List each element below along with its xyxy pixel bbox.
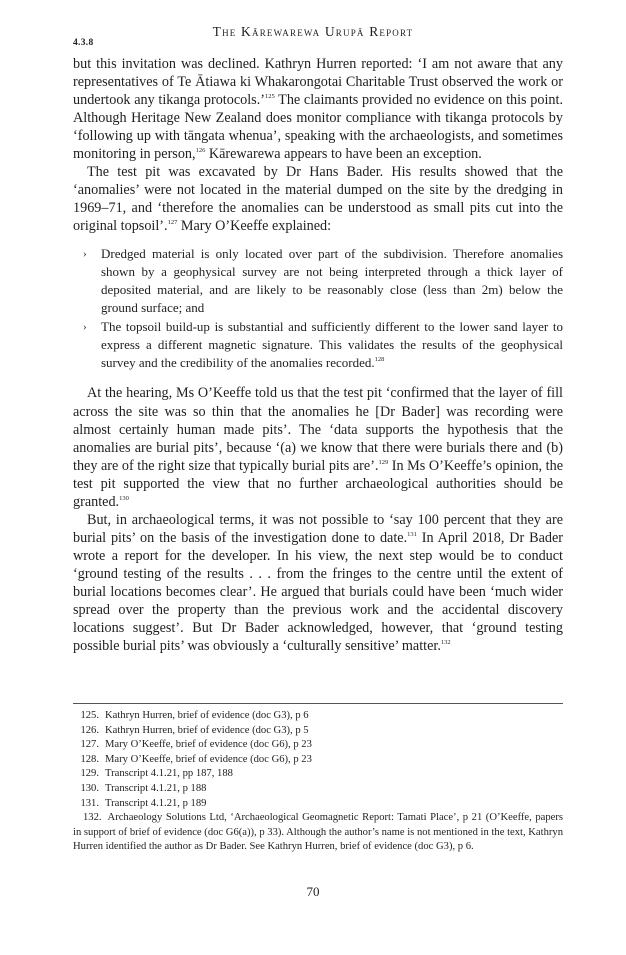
- footnote-ref: 130: [119, 494, 129, 502]
- paragraphs-before: [73, 55, 563, 235]
- paragraph: [73, 511, 563, 655]
- footnote: [73, 753, 563, 768]
- running-title: The Kārewarewa Urupā Report: [212, 24, 414, 39]
- text-run: The claimants provided no evidence on this point. Although Heritage New Zealand does monitor compliance with tikanga protocols by ‘following up with tāngata whenua’, speaking with the archaeologists, and sometimes monitoring in person,: [73, 92, 563, 163]
- footnote-ref: 132: [440, 639, 451, 647]
- footnote-number: 127.: [80, 739, 99, 751]
- footnote-ref: 129: [378, 458, 389, 466]
- paragraphs-after: [73, 384, 563, 655]
- footnote-ref: 126: [195, 147, 206, 155]
- footnote-number: 128.: [80, 753, 99, 765]
- section-number: 4.3.8: [73, 38, 94, 48]
- text-run: In Ms O’Keeffe’s opinion, the test pit supported the view that no further archaeological authorities should be granted.: [73, 457, 563, 510]
- text-run: Mary O’Keeffe explained:: [177, 218, 332, 235]
- footnote: [73, 724, 563, 739]
- body-text: [73, 55, 563, 655]
- paragraph: [73, 163, 563, 235]
- footnote: [73, 738, 563, 753]
- text-run: But, in archaeological terms, it was not possible to ‘say 100 percent that they are burial pits’ on the basis of the investigation done to date.: [73, 511, 563, 546]
- text-run: Kārewarewa appears to have been an exception.: [205, 146, 482, 163]
- footnote-text: Transcript 4.1.21, p 189: [105, 797, 207, 809]
- footnote-ref: 125: [264, 93, 275, 101]
- footnote-ref: 127: [167, 219, 178, 227]
- footnote-number: 126.: [80, 724, 99, 736]
- footnote: [73, 709, 563, 724]
- paragraph: [73, 55, 563, 163]
- text-run: Dredged material is only located over part of the subdivision. Therefore anomalies shown by a geophysical survey are not being interpreted through a thick layer of deposited material, and are likely to be reasonably close (less than 2m) below the ground surface; and: [101, 246, 563, 316]
- text-run: The test pit was excavated by Dr Hans Bader. His results showed that the ‘anomalies’ were not located in the material dumped on the site by the dredging in 1969–71, and ‘therefore the anomalies can be understood as small pits cut into the original topsoil’.: [73, 164, 563, 235]
- bullet-item: [83, 318, 563, 372]
- footnote: [73, 797, 563, 812]
- paragraph: [73, 384, 563, 510]
- footnote-number: 132.: [83, 812, 102, 824]
- footnote-text: Transcript 4.1.21, pp 187, 188: [105, 768, 233, 780]
- footnote-text: Mary O’Keeffe, brief of evidence (doc G6), p 23: [105, 739, 312, 751]
- footnote-ref: 131: [407, 530, 417, 538]
- bullet-item: [83, 245, 563, 317]
- footnote: [73, 811, 563, 855]
- footnote-number: 125.: [80, 710, 99, 721]
- text-run: but this invitation was declined. Kathryn Hurren reported: ‘I am not aware that any representatives of Te Ātiawa ki Whakarongotai Charitable Trust observed the work or undertook any tikanga protocols.’: [73, 56, 563, 109]
- chevron-right-icon: ›: [83, 321, 87, 334]
- footnote-number: 129.: [80, 768, 99, 780]
- page-number: 70: [306, 884, 320, 899]
- footnote-text: Transcript 4.1.21, p 188: [105, 782, 207, 794]
- footnote-number: 130.: [80, 782, 99, 794]
- text-run: The topsoil build-up is substantial and sufficiently different to the lower sand layer to express a different magnetic signature. This validates the results of the geophysical survey and the credibility of the anomalies recorded.: [101, 319, 563, 371]
- footnote-text: Archaeology Solutions Ltd, ‘Archaeological Geomagnetic Report: Tamati Place’, p 21 (O’Keeffe, papers in support of brief of evidence (doc G6(a)), p 33). Although the author’s name is not mentioned in the text, Kathryn Hurren identified the author as Dr Bader. See Kathryn Hurren, brief of evidence (doc G3), p 6.: [73, 812, 563, 853]
- footnote-text: Kathryn Hurren, brief of evidence (doc G3), p 5: [105, 724, 309, 736]
- footnote-text: Kathryn Hurren, brief of evidence (doc G3), p 6: [105, 710, 309, 721]
- text-run: In April 2018, Dr Bader wrote a report for the developer. In his view, the next step would be to conduct ‘ground testing of the results . . . from the fringes to the centre until the extent of burial locations becomes clear’. He argued that burials could have been ‘much wider spread over the property than the previous work and the accidental discovery locations suggest’. But Dr Bader acknowledged, however, that ‘ground testing possible burial pits’ was obviously a ‘culturally sensitive’ matter.: [73, 529, 563, 655]
- footnote: [73, 767, 563, 782]
- chevron-right-icon: ›: [83, 248, 87, 261]
- footnote: [73, 782, 563, 797]
- footnotes: [73, 703, 563, 855]
- footnote-text: Mary O’Keeffe, brief of evidence (doc G6), p 23: [105, 753, 312, 765]
- footnote-ref: 128: [374, 356, 385, 364]
- footnote-number: 131.: [80, 797, 99, 809]
- quote-bullet-list: [83, 245, 563, 372]
- text-run: At the hearing, Ms O’Keeffe told us that the test pit ‘confirmed that the layer of fill across the site was so thin that the anomalies he [Dr Bader] was recording were almost certainly human made pits’. The ‘data supports the hypothesis that the anomalies are burial pits’, because ‘(a) we know that there were burials there and (b) they are of the right size that typically burial pits are’.: [73, 385, 563, 474]
